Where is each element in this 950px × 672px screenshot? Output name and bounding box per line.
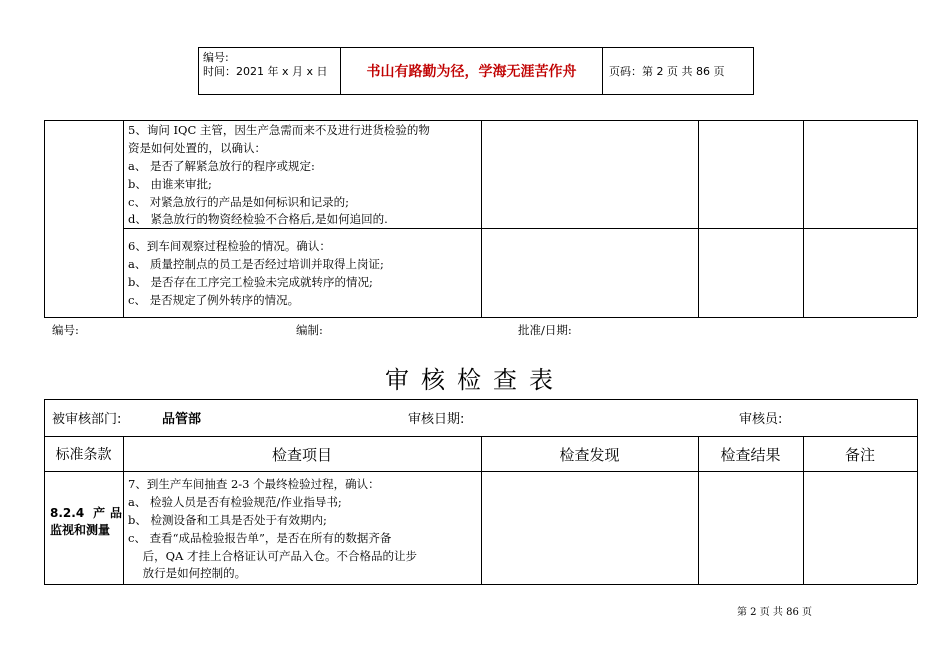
item6-line: 6、到车间观察过程检验的情况。确认： <box>128 239 331 253</box>
header-meta <box>199 48 341 94</box>
table-top-border <box>44 399 917 400</box>
row-line: b、 检测设备和工具是否处于有效期内; <box>128 513 327 527</box>
header-time-label: 时间：2021 年 x 月 x 日 <box>203 65 328 78</box>
row-line: c、 查看“成品检验报告单”，是否在所有的数据齐备 <box>128 531 392 545</box>
dept-label: 被审核部门: <box>52 412 122 427</box>
item6-line: c、 是否规定了例外转序的情况。 <box>128 293 300 307</box>
table-left-border <box>44 399 45 584</box>
prev-table-right-border <box>917 120 918 317</box>
page-footer: 第 2 页 共 86 页 <box>737 607 812 618</box>
item5-line: 5、询问 IQC 主管，因生产急需而来不及进行进货检验的物 <box>128 123 430 137</box>
prev-table-bottom-border <box>44 317 917 318</box>
signoff-number: 编号: <box>52 323 79 337</box>
header-page-info: 页码：第 2 页 共 86 页 <box>609 65 725 78</box>
dept-value: 品管部 <box>162 412 202 427</box>
audit-date-label: 审核日期: <box>408 412 465 427</box>
col-header-item: 检查项目 <box>271 445 332 464</box>
item5-line: d、 紧急放行的物资经检验不合格后,是如何追回的. <box>128 212 388 226</box>
col-header-clause: 标准条款 <box>55 447 112 463</box>
item5-line: 资是如何处置的，以确认： <box>128 141 266 155</box>
item6-line: b、 是否存在工序完工检验未完成就转序的情况; <box>128 275 373 289</box>
row-clause: 8.2.4 产品监视和测量 <box>50 506 122 537</box>
item5-line: b、 由谁来审批; <box>128 177 212 191</box>
auditor-label: 审核员: <box>739 412 783 427</box>
row-line: 放行是如何控制的。 <box>128 566 247 580</box>
header-motto: 书山有路勤为径，学海无涯苦作舟 <box>341 48 603 94</box>
col-header-finding: 检查发现 <box>559 445 620 464</box>
col-header-remark: 备注 <box>844 445 875 464</box>
prev-table-col-divider <box>803 120 804 317</box>
signoff-prepared: 编制: <box>296 323 323 337</box>
row-line: 7、到生产车间抽查 2-3 个最终检验过程，确认： <box>128 477 380 491</box>
row-line: 后，QA 才挂上合格证认可产品入仓。不合格品的让步 <box>128 549 418 563</box>
signoff-approved: 批准/日期: <box>518 323 572 337</box>
item6-line: a、 质量控制点的员工是否经过培训并取得上岗证; <box>128 257 384 271</box>
row-line: a、 检验人员是否有检验规范/作业指导书; <box>128 495 342 509</box>
prev-table-col-divider <box>698 120 699 317</box>
col-header-result: 检查结果 <box>720 445 781 464</box>
prev-table-col-divider <box>123 120 124 317</box>
table-bottom-border <box>44 584 917 585</box>
header-number-label: 编号: <box>203 51 229 64</box>
item5-line: c、 对紧急放行的产品是如何标识和记录的; <box>128 195 349 209</box>
prev-table-left-border <box>44 120 45 317</box>
table-right-border <box>917 399 918 584</box>
page-title: 审核检查表 <box>385 366 565 394</box>
prev-table-col-divider <box>481 120 482 317</box>
page-header <box>198 47 754 95</box>
item5-line: a、 是否了解紧急放行的程序或规定: <box>128 159 315 173</box>
